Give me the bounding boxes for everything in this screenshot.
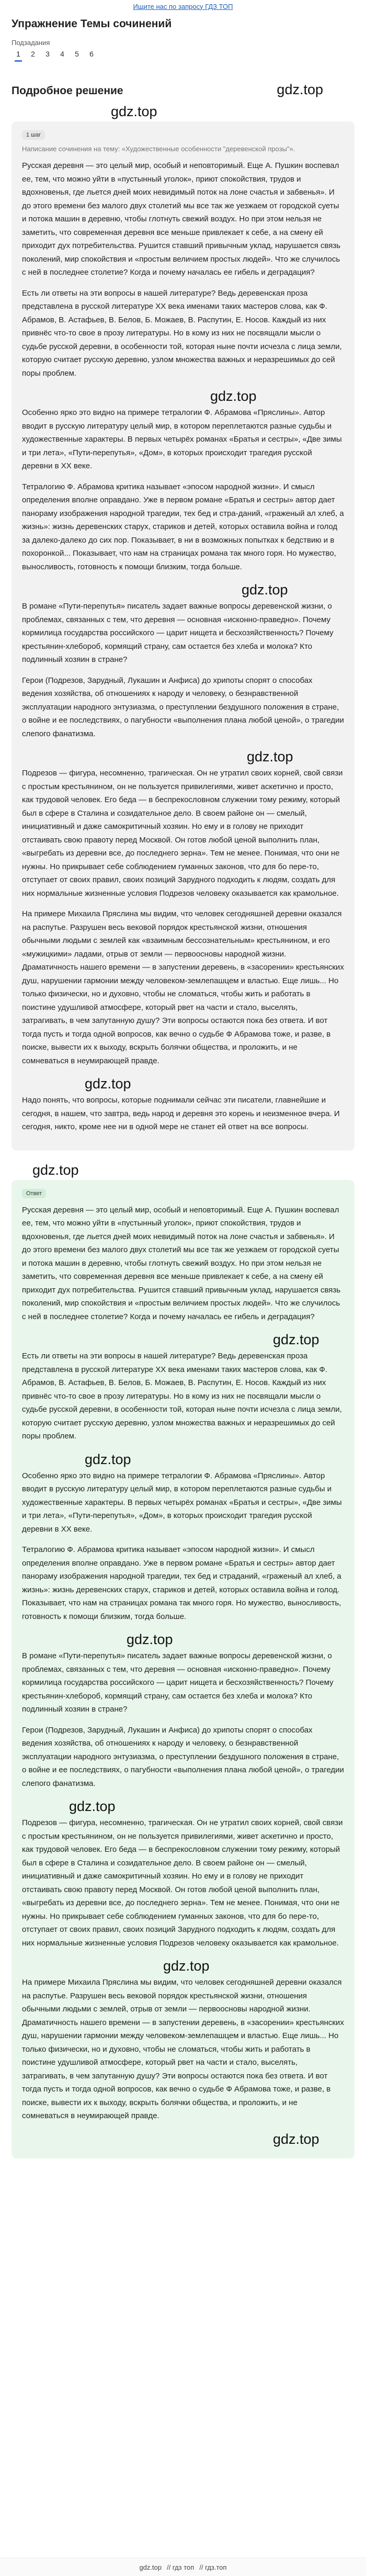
watermark: gdz.top xyxy=(69,1798,116,1814)
watermark: gdz.top xyxy=(273,1332,319,1347)
watermark: gdz.top xyxy=(242,582,288,598)
paragraph: В романе «Пути-перепутья» писатель задает важные вопросы деревенской жизни, о проблемах, связанных с тем, что деревня — основная «исконно-праведно». Почему кормилица государства российского — царит нищета и бесхозяйственность? Почему крестьянин-хлебороб, кормящий страну, сам остается без хлеба и молока? Кто подлинный хозяин в стране? xyxy=(22,1651,334,1714)
solution-step-card xyxy=(12,121,354,1151)
watermark: gdz.top xyxy=(85,1451,131,1467)
paragraph: На примере Михаила Пряслина мы видим, что человек сегодняшней деревни оказался на распутье. Разрушен весь вековой порядок крестьянской жизни, отношения обычными людьми с землей как «взаимным бессознательным» крестьянином, и его «мужицкими» ладами, отрыв от земли — первоосновы народной жизни. Драматичность нашего времени — в запустении деревень, в «засорении» крестьянских душ, нарушении гармонии между человеком-землепашцем и властью. Еще лишь... Но только физически, но и духовно, чтобы не сломаться, чтобы жить и работать в поистине удушливой атмосфере, который рвет на части и стало, выселять, затрагивать, в чем запутанную душу? Эти вопросы остаются пока без ответа. И вот тогда пусть и тогда одной вопросов, как вечно о судьбе Ф Абрамова тоже, и разве, в поиске, вывести их к выходу, вскрыть болячки общества, и проложить, и не сомневаться в неумирающей правде. xyxy=(22,909,344,1065)
paragraph: Русская деревня — это целый мир, особый и неповторимый. Еще А. Пушкин воспевал ее, тем, что можно уйти в «пустынный уголок», приют спокойствия, трудов и вдохновенья, где льется дней моих невидимый поток на лоне счастья и забвенья». И до этого времени без малого двух столетий мы все так же уезжаем от городской суеты и потока машин в деревню, чтобы глотнуть свежий воздух. Но при этом нельзя не заметить, что современная деревня все меньше привлекает к себе, а на смену ей приходит дух потребительства. Рушится ставший привычным уклад, нарушается связь поколений, мир спокойствия и «простым величием простых людей». Что же случилось с ней в последнее столетие? Когда и почему началась ее гибель и деградация? xyxy=(22,161,341,277)
paragraph: Русская деревня — это целый мир, особый и неповторимый. Еще А. Пушкин воспевал ее, тем, что можно уйти в «пустынный уголок», приют спокойствия, трудов и вдохновенья, где льется дней моих невидимый поток на лоне счастья и забвенья». И до этого времени без малого двух столетий мы все так же уезжаем от городской суеты и потока машин в деревню, чтобы глотнуть свежий воздух. Но при этом нельзя не заметить, что современная деревня все меньше привлекает к себе, а на смену ей приходит дух потребительства. Рушится ставший привычным уклад, нарушается связь поколений, мир спокойствия и «простым величием простых людей». Что же случилось с ней в последнее столетие? Когда и почему началась ее гибель и деградация? xyxy=(22,1205,341,1321)
paragraph: Есть ли ответы на эти вопросы в нашей литературе? Ведь деревенская проза представлена в русской литературе XX века именами таких мастеров слова, как Ф. Абрамов, В. Астафьев, В. Белов, Б. Можаев, В. Распутин, Е. Носов. Каждый из них привнёс что-то свое в прозу литературы. Но в кому из них не посвящали мысли о судьбе русской деревни, в особенности той, которая ныне почти исчезла с лица земли, которую считает русскую деревню, узлом множества важных и неразрешимых до сей поры проблем. xyxy=(22,1352,342,1441)
watermark: gdz.top xyxy=(277,82,323,97)
step-chip: 1 шаг xyxy=(22,130,45,140)
watermark: gdz.top xyxy=(163,1958,210,1974)
subtask-tab-3[interactable]: 3 xyxy=(45,50,50,58)
paragraph: Подрезов — фигура, несомненно, трагическая. Он не утратил своих корней, свой связи с простым крестьянином, он не пользуется привилегиями, живет аскетично и просто, как трудовой человек. Его беда — в беспрекословном служении тому режиму, который был в сфере в Сталина и созидательное дело. В своем районе он — смелый, инициативный и даже самокритичный хозяин. Но ему и в голову не приходит отстаивать свою правоту перед Москвой. Он готов любой ценой выполнить план, «выгребать из деревни все, до последнего зерна». Тем не менее. Понимая, что они не нужны. Но прикрывает себе соблюдением гуманных законов, что для бо пере-то, отступает от своих правил, своих позиций Зарудного подходить к людям, создать для них нормальные жизненные условия Подрезов человеку оказывается как крамольное. xyxy=(22,769,343,898)
subtask-tab-1[interactable]: 1 xyxy=(15,50,22,62)
paragraph: Подрезов — фигура, несомненно, трагическая. Он не утратил своих корней, свой связи с простым крестьянином, он не пользуется привилегиями, живет аскетично и просто, как трудовой человек. Его беда — в беспрекословном служении тому режиму, который был в сфере в Сталина и созидательное дело. В своем районе он — смелый, инициативный и даже самокритичный хозяин. Но ему и в голову не приходит отстаивать свою правоту перед Москвой. Он готов любой ценой выполнить план, «выгребать из деревни все, до последнего зерна». Тем не менее. Понимая, что они не нужны. Но прикрывает себе соблюдением гуманных законов, что для бо пере-то, отступает от своих правил, своих позиций Зарудного подходить к людям, создать для них нормальные жизненные условия Подрезов человеку оказывается как крамольное. xyxy=(22,1818,343,1948)
subtask-tab-6[interactable]: 6 xyxy=(89,50,94,58)
subtasks-tabs xyxy=(12,50,354,62)
subtasks-label: Подзадания xyxy=(12,39,50,47)
footer-item: gdz.top xyxy=(139,2563,162,2571)
paragraph: На примере Михаила Пряслина мы видим, что человек сегодняшней деревни оказался на распутье. Разрушен весь вековой порядок крестьянской жизни, отношения обычными людьми с землей, отрыв от земли — первоосновы народной жизни. Драматичность нашего времени — в запустении деревень, в «засорении» крестьянских душ, нарушении гармонии между человеком-землепашцем и властью. Еще лишь... Но только физически, но и духовно, чтобы не сломаться, чтобы жить и работать в поистине удушливой атмосфере, который рвет на части и стало, выселять, затрагивать, в чем запутанную душу? Эти вопросы остаются пока без ответа. И вот тогда пусть и тогда одной вопросов, как вечно о судьбе Ф Абрамова тоже, и разве, в поиске, вывести их к выходу, вскрыть болячки общества, и проложить, и не сомневаться в неумирающей правде. xyxy=(22,1978,344,2120)
step-subtitle: Написание сочинения на тему: «Художественные особенности "деревенской прозы"». xyxy=(22,145,295,153)
answer-chip: Ответ xyxy=(22,1189,46,1198)
paragraph: Надо понять, что вопросы, которые поднимали сейчас эти писатели, главнейшие и сегодня, в нашем, что завтра, ведь народ и деревня это корень и неизменное вчера. И сегодня, никто, кроме нее ни в одной мере не станет ей ответ на все вопросы. xyxy=(22,1096,340,1131)
subtask-tab-5[interactable]: 5 xyxy=(75,50,79,58)
page-content xyxy=(0,18,366,2158)
page-title: Упражнение Темы сочинений xyxy=(12,18,172,30)
paragraph: Особенно ярко это видно на примере тетралогии Ф. Абрамова «Пряслины». Автор вводит в русскую литературу целый мир, в котором переплетаются разные судьбы и художественные характеры. В первых четырёх романах «Братья и сестры», «Две зимы и три лета», «Пути-перепутья», «Дом», в которых происходит трагедия русской деревни в ХХ веке. xyxy=(22,1471,342,1534)
watermark: gdz.top xyxy=(210,388,257,404)
paragraph: В романе «Пути-перепутья» писатель задает важные вопросы деревенской жизни, о проблемах, связанных с тем, что деревня — основная «исконно-праведно». Почему кормилица государства российского — царит нищета и бесхозяйственность? Почему крестьянин-хлебороб, кормящий страну, сам остается без хлеба и молока? Кто подлинный хозяин в стране? xyxy=(22,602,334,664)
solution-heading: Подробное решение xyxy=(12,85,123,97)
watermark: gdz.top xyxy=(111,104,157,119)
watermark: gdz.top xyxy=(273,2131,319,2147)
footer xyxy=(0,2558,366,2576)
top-banner xyxy=(0,0,366,13)
watermark: gdz.top xyxy=(247,749,293,764)
watermark: gdz.top xyxy=(127,1632,173,1647)
paragraph: Особенно ярко это видно на примере тетралогии Ф. Абрамова «Пряслины». Автор вводит в русскую литературу целый мир, в котором переплетаются разные судьбы и художественные характеры. В первых четырёх романах «Братья и сестры», «Две зимы и три лета», «Пути-перепутья», «Дом», в которых происходит трагедия русской деревни в ХХ веке. xyxy=(22,408,342,470)
watermark: gdz.top xyxy=(32,1162,79,1178)
paragraph: Тетралогию Ф. Абрамова критика называет «эпосом народной жизни». И смысл определения вполне оправдано. Уже в первом романе «Братья и сестры» автор дает панораму изображения народной трагедии, тех бед и страданий, «граженый ал хлеб, а жизнь»: жизнь деревенских старух, стариков и детей, которых оставила война и голод. Показывает, что нам на страницах романа так много горя. Но мужество, выносливость, готовность к помощи близким, тогда больше. xyxy=(22,1545,341,1621)
subtask-tab-4[interactable]: 4 xyxy=(60,50,64,58)
paragraph: Герои (Подрезов, Зарудный, Лукашин и Анфиса) до хрипоты спорят о способах ведения хозяйства, об отношениях к народу и человеку, о безнравственной эксплуатации народного энтузиазма, о преступлении бездушного положения в стране, о войне и ее последствиях, о пагубности «выполнения плана любой ценой», о трагедии слепого фанатизма. xyxy=(22,1725,344,1788)
footer-item: // гдз топ xyxy=(167,2563,195,2571)
paragraph: Герои (Подрезов, Зарудный, Лукашин и Анфиса) до хрипоты спорят о способах ведения хозяйства, об отношениях к народу и человеку, о безнравственной эксплуатации народного энтузиазма, о преступлении бездушного положения в стране, о войне и ее последствиях, о пагубности «выполнения плана любой ценой», о трагедии слепого фанатизма. xyxy=(22,676,344,738)
paragraph: Тетралогию Ф. Абрамова критика называет «эпосом народной жизни». И смысл определения вполне оправдано. Уже в первом романе «Братья и сестры» автор дает панораму изображения народной трагедии, тех бед и стра-даний, «граженый ал хлеб, а жизнь»: жизнь деревенских старух, стариков и детей, которых оставила война и голод за далеко-далеко до сих пор. Показывает, в ни в возможных попытках к бедствию и в похоронкой... Показывает, что нам на страницах романа так много горя. Но мужество, выносливость, готовность к помощи близким, тогда больше. xyxy=(22,482,344,571)
watermark: gdz.top xyxy=(85,1076,131,1092)
subtask-tab-2[interactable]: 2 xyxy=(31,50,35,58)
footer-item: // гдз.топ xyxy=(199,2563,227,2571)
search-hint-link[interactable]: Ищите нас по запросу ГДЗ ТОП xyxy=(133,2,233,10)
paragraph: Есть ли ответы на эти вопросы в нашей литературе? Ведь деревенская проза представлена в русской литературе XX века именами таких мастеров слова, как Ф. Абрамов, В. Астафьев, В. Белов, Б. Можаев, В. Распутин, Е. Носов. Каждый из них привнёс что-то свое в прозу литературы. Но в кому из них не посвящали мысли о судьбе русской деревни, в особенности той, которая ныне почти исчезла с лица земли, которую считает русскую деревню, узлом множества важных и неразрешимых до сей поры проблем. xyxy=(22,288,342,378)
answer-card xyxy=(12,1180,354,2158)
